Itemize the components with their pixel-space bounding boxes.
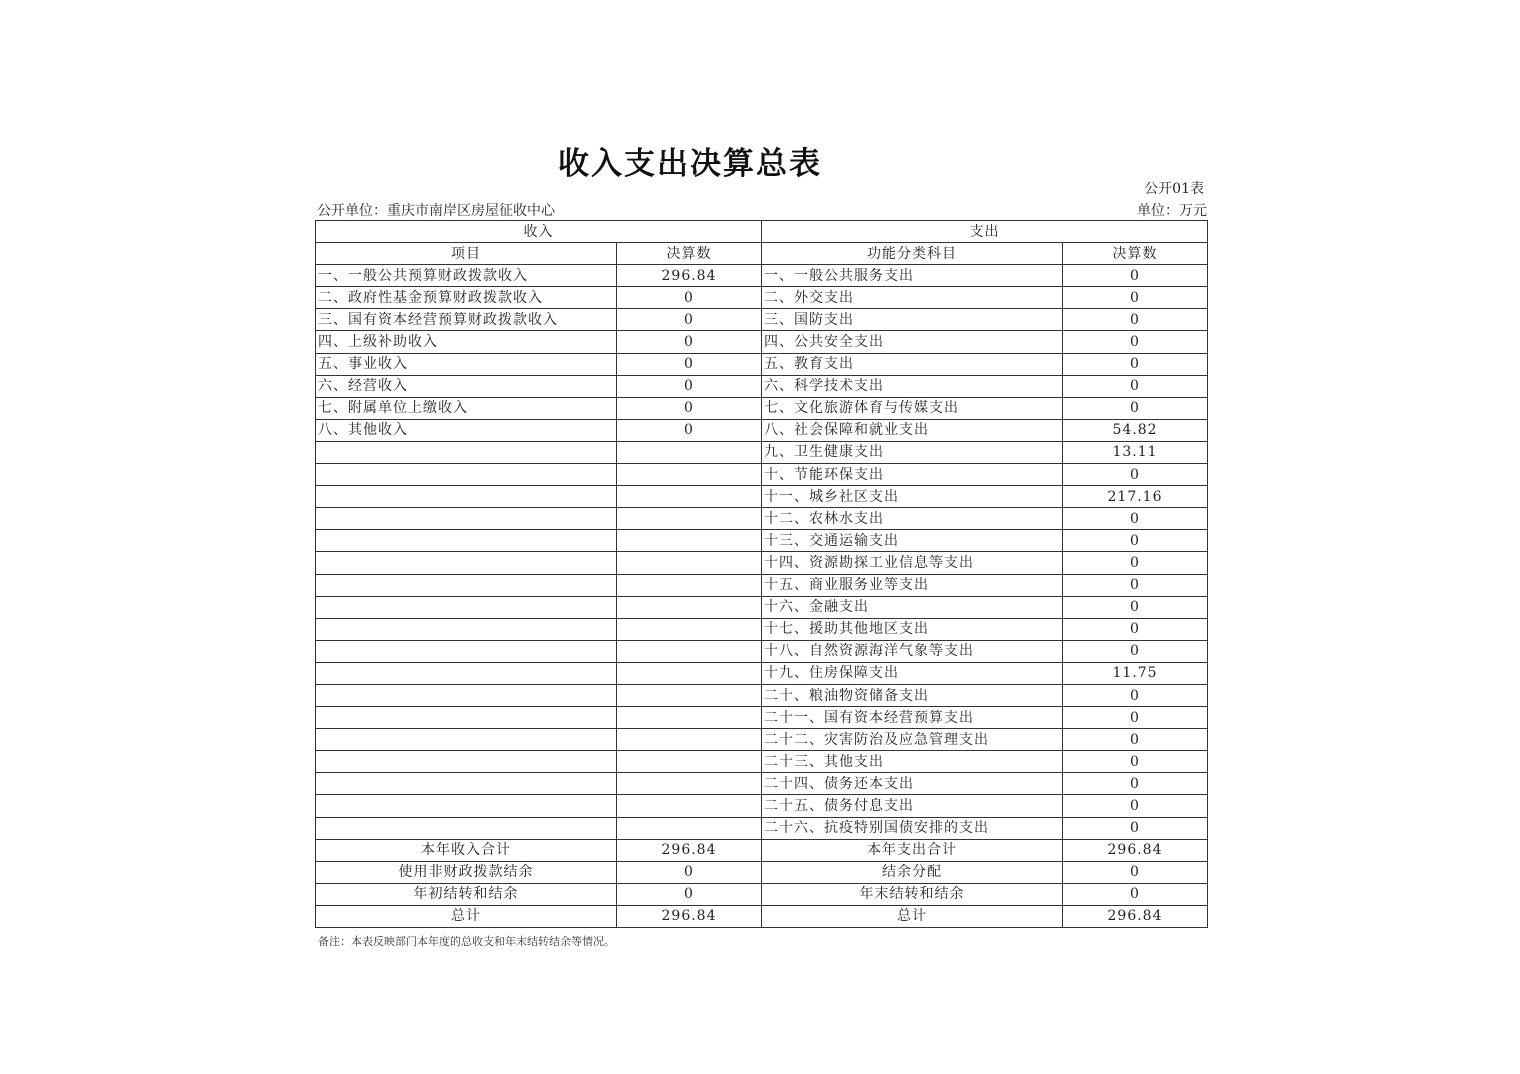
income-item-cell: 总计 [316, 905, 617, 927]
income-amount-cell [617, 574, 762, 596]
expense-item-cell: 四、公共安全支出 [762, 331, 1063, 353]
expense-item-cell: 八、社会保障和就业支出 [762, 419, 1063, 441]
expense-amount-cell: 0 [1063, 773, 1208, 795]
expense-item-cell: 二十三、其他支出 [762, 751, 1063, 773]
income-amount-cell [617, 618, 762, 640]
income-item-cell [316, 618, 617, 640]
table-row [316, 729, 1208, 751]
table-row [316, 441, 1208, 463]
expense-item-cell: 七、文化旅游体育与传媒支出 [762, 397, 1063, 419]
income-item-cell [316, 596, 617, 618]
expense-amount-cell: 11.75 [1063, 662, 1208, 684]
income-item-cell [316, 640, 617, 662]
expense-amount-cell: 0 [1063, 353, 1208, 375]
table-row [316, 530, 1208, 552]
table-row [316, 419, 1208, 441]
expense-amount-cell: 0 [1063, 817, 1208, 839]
expense-amount-cell: 296.84 [1063, 905, 1208, 927]
table-row [316, 817, 1208, 839]
expense-item-cell: 十三、交通运输支出 [762, 530, 1063, 552]
table-row [316, 287, 1208, 309]
income-amount-cell: 0 [617, 287, 762, 309]
income-item-cell [316, 817, 617, 839]
expense-amount-cell: 0 [1063, 596, 1208, 618]
table-row [316, 596, 1208, 618]
expense-item-cell: 十九、住房保障支出 [762, 662, 1063, 684]
expense-item-cell: 十六、金融支出 [762, 596, 1063, 618]
income-item-cell [316, 574, 617, 596]
income-item-cell: 一、一般公共预算财政拨款收入 [316, 265, 617, 287]
expense-amount-cell: 54.82 [1063, 419, 1208, 441]
expense-item-cell: 年末结转和结余 [762, 883, 1063, 905]
income-item-cell: 使用非财政拨款结余 [316, 861, 617, 883]
item-column-header: 项目 [316, 243, 617, 265]
table-row [316, 640, 1208, 662]
income-amount-cell: 0 [617, 375, 762, 397]
page-title: 收入支出决算总表 [558, 146, 822, 182]
table-row [316, 574, 1208, 596]
expense-amount-cell: 13.11 [1063, 441, 1208, 463]
expense-item-cell: 本年支出合计 [762, 839, 1063, 861]
income-amount-cell: 0 [617, 331, 762, 353]
expense-amount-cell: 0 [1063, 309, 1208, 331]
expense-amount-cell: 0 [1063, 640, 1208, 662]
table-row [316, 618, 1208, 640]
table-body [316, 221, 1208, 928]
income-item-cell: 二、政府性基金预算财政拨款收入 [316, 287, 617, 309]
income-item-cell: 六、经营收入 [316, 375, 617, 397]
summary-row [316, 883, 1208, 905]
income-amount-cell [617, 530, 762, 552]
income-item-cell [316, 464, 617, 486]
table-row [316, 662, 1208, 684]
currency-unit: 单位：万元 [1137, 203, 1207, 219]
income-item-cell: 七、附属单位上缴收入 [316, 397, 617, 419]
table-row [316, 795, 1208, 817]
expense-amount-cell: 0 [1063, 530, 1208, 552]
income-amount-cell [617, 640, 762, 662]
income-amount-cell [617, 662, 762, 684]
income-item-cell [316, 751, 617, 773]
footnote: 备注：本表反映部门本年度的总收支和年末结转结余等情况。 [318, 935, 615, 948]
expense-item-cell: 二十二、灾害防治及应急管理支出 [762, 729, 1063, 751]
income-amount-cell [617, 684, 762, 706]
income-amount-cell [617, 773, 762, 795]
budget-table [315, 220, 1208, 928]
income-amount-cell: 0 [617, 861, 762, 883]
expense-item-cell: 十二、农林水支出 [762, 508, 1063, 530]
expense-amount-cell: 0 [1063, 729, 1208, 751]
expense-amount-column-header: 决算数 [1063, 243, 1208, 265]
income-item-cell: 五、事业收入 [316, 353, 617, 375]
expense-item-cell: 五、教育支出 [762, 353, 1063, 375]
expense-item-cell: 二、外交支出 [762, 287, 1063, 309]
income-amount-cell [617, 508, 762, 530]
expense-item-cell: 三、国防支出 [762, 309, 1063, 331]
expense-amount-cell: 0 [1063, 795, 1208, 817]
expense-amount-cell: 0 [1063, 464, 1208, 486]
expense-amount-cell: 0 [1063, 883, 1208, 905]
table-row [316, 353, 1208, 375]
income-amount-cell [617, 707, 762, 729]
income-item-cell: 八、其他收入 [316, 419, 617, 441]
income-amount-cell: 0 [617, 353, 762, 375]
income-item-cell [316, 707, 617, 729]
income-item-cell [316, 441, 617, 463]
table-row [316, 331, 1208, 353]
form-number: 公开01表 [1144, 181, 1204, 197]
income-item-cell [316, 684, 617, 706]
income-item-cell: 本年收入合计 [316, 839, 617, 861]
expense-item-cell: 二十一、国有资本经营预算支出 [762, 707, 1063, 729]
summary-row [316, 905, 1208, 927]
table-row [316, 375, 1208, 397]
summary-row [316, 861, 1208, 883]
disclosing-unit: 公开单位：重庆市南岸区房屋征收中心 [317, 203, 555, 219]
income-amount-cell [617, 751, 762, 773]
expense-amount-cell: 0 [1063, 751, 1208, 773]
expense-amount-cell: 296.84 [1063, 839, 1208, 861]
table-row [316, 751, 1208, 773]
expense-amount-cell: 217.16 [1063, 486, 1208, 508]
expense-amount-cell: 0 [1063, 397, 1208, 419]
income-amount-cell: 296.84 [617, 905, 762, 927]
income-amount-column-header: 决算数 [617, 243, 762, 265]
summary-row [316, 839, 1208, 861]
expense-amount-cell: 0 [1063, 618, 1208, 640]
expense-amount-cell: 0 [1063, 707, 1208, 729]
income-amount-cell: 0 [617, 309, 762, 331]
expense-item-cell: 总计 [762, 905, 1063, 927]
income-item-cell [316, 508, 617, 530]
income-amount-cell [617, 464, 762, 486]
expense-amount-cell: 0 [1063, 331, 1208, 353]
expense-item-cell: 二十四、债务还本支出 [762, 773, 1063, 795]
income-item-cell [316, 552, 617, 574]
expense-item-cell: 十、节能环保支出 [762, 464, 1063, 486]
expense-item-cell: 二十、粮油物资储备支出 [762, 684, 1063, 706]
expense-item-cell: 九、卫生健康支出 [762, 441, 1063, 463]
table-row [316, 464, 1208, 486]
income-item-cell: 四、上级补助收入 [316, 331, 617, 353]
income-amount-cell: 296.84 [617, 265, 762, 287]
expense-header: 支出 [762, 221, 1208, 243]
table-row [316, 773, 1208, 795]
income-item-cell [316, 773, 617, 795]
income-amount-cell [617, 596, 762, 618]
expense-amount-cell: 0 [1063, 552, 1208, 574]
income-item-cell [316, 530, 617, 552]
expense-item-cell: 十一、城乡社区支出 [762, 486, 1063, 508]
table-row [316, 397, 1208, 419]
income-amount-cell: 296.84 [617, 839, 762, 861]
income-amount-cell [617, 486, 762, 508]
expense-amount-cell: 0 [1063, 684, 1208, 706]
table-row [316, 486, 1208, 508]
expense-item-cell: 二十六、抗疫特别国债安排的支出 [762, 817, 1063, 839]
table-row [316, 707, 1208, 729]
expense-amount-cell: 0 [1063, 287, 1208, 309]
income-amount-cell: 0 [617, 419, 762, 441]
expense-item-cell: 十七、援助其他地区支出 [762, 618, 1063, 640]
income-amount-cell [617, 441, 762, 463]
expense-amount-cell: 0 [1063, 861, 1208, 883]
expense-amount-cell: 0 [1063, 508, 1208, 530]
function-item-column-header: 功能分类科目 [762, 243, 1063, 265]
expense-item-cell: 十四、资源勘探工业信息等支出 [762, 552, 1063, 574]
income-item-cell [316, 486, 617, 508]
income-item-cell [316, 662, 617, 684]
income-amount-cell [617, 729, 762, 751]
expense-amount-cell: 0 [1063, 375, 1208, 397]
table-row [316, 265, 1208, 287]
income-header: 收入 [316, 221, 762, 243]
table-row [316, 684, 1208, 706]
header-row-columns [316, 243, 1208, 265]
income-item-cell: 年初结转和结余 [316, 883, 617, 905]
expense-amount-cell: 0 [1063, 265, 1208, 287]
table-row [316, 309, 1208, 331]
income-item-cell [316, 729, 617, 751]
table-row [316, 552, 1208, 574]
income-amount-cell: 0 [617, 397, 762, 419]
expense-item-cell: 结余分配 [762, 861, 1063, 883]
income-amount-cell [617, 552, 762, 574]
expense-item-cell: 二十五、债务付息支出 [762, 795, 1063, 817]
income-amount-cell [617, 817, 762, 839]
income-item-cell: 三、国有资本经营预算财政拨款收入 [316, 309, 617, 331]
expense-item-cell: 十五、商业服务业等支出 [762, 574, 1063, 596]
income-amount-cell: 0 [617, 883, 762, 905]
table-row [316, 508, 1208, 530]
expense-item-cell: 十八、自然资源海洋气象等支出 [762, 640, 1063, 662]
expense-item-cell: 一、一般公共服务支出 [762, 265, 1063, 287]
expense-amount-cell: 0 [1063, 574, 1208, 596]
header-row-group [316, 221, 1208, 243]
income-item-cell [316, 795, 617, 817]
expense-item-cell: 六、科学技术支出 [762, 375, 1063, 397]
income-amount-cell [617, 795, 762, 817]
